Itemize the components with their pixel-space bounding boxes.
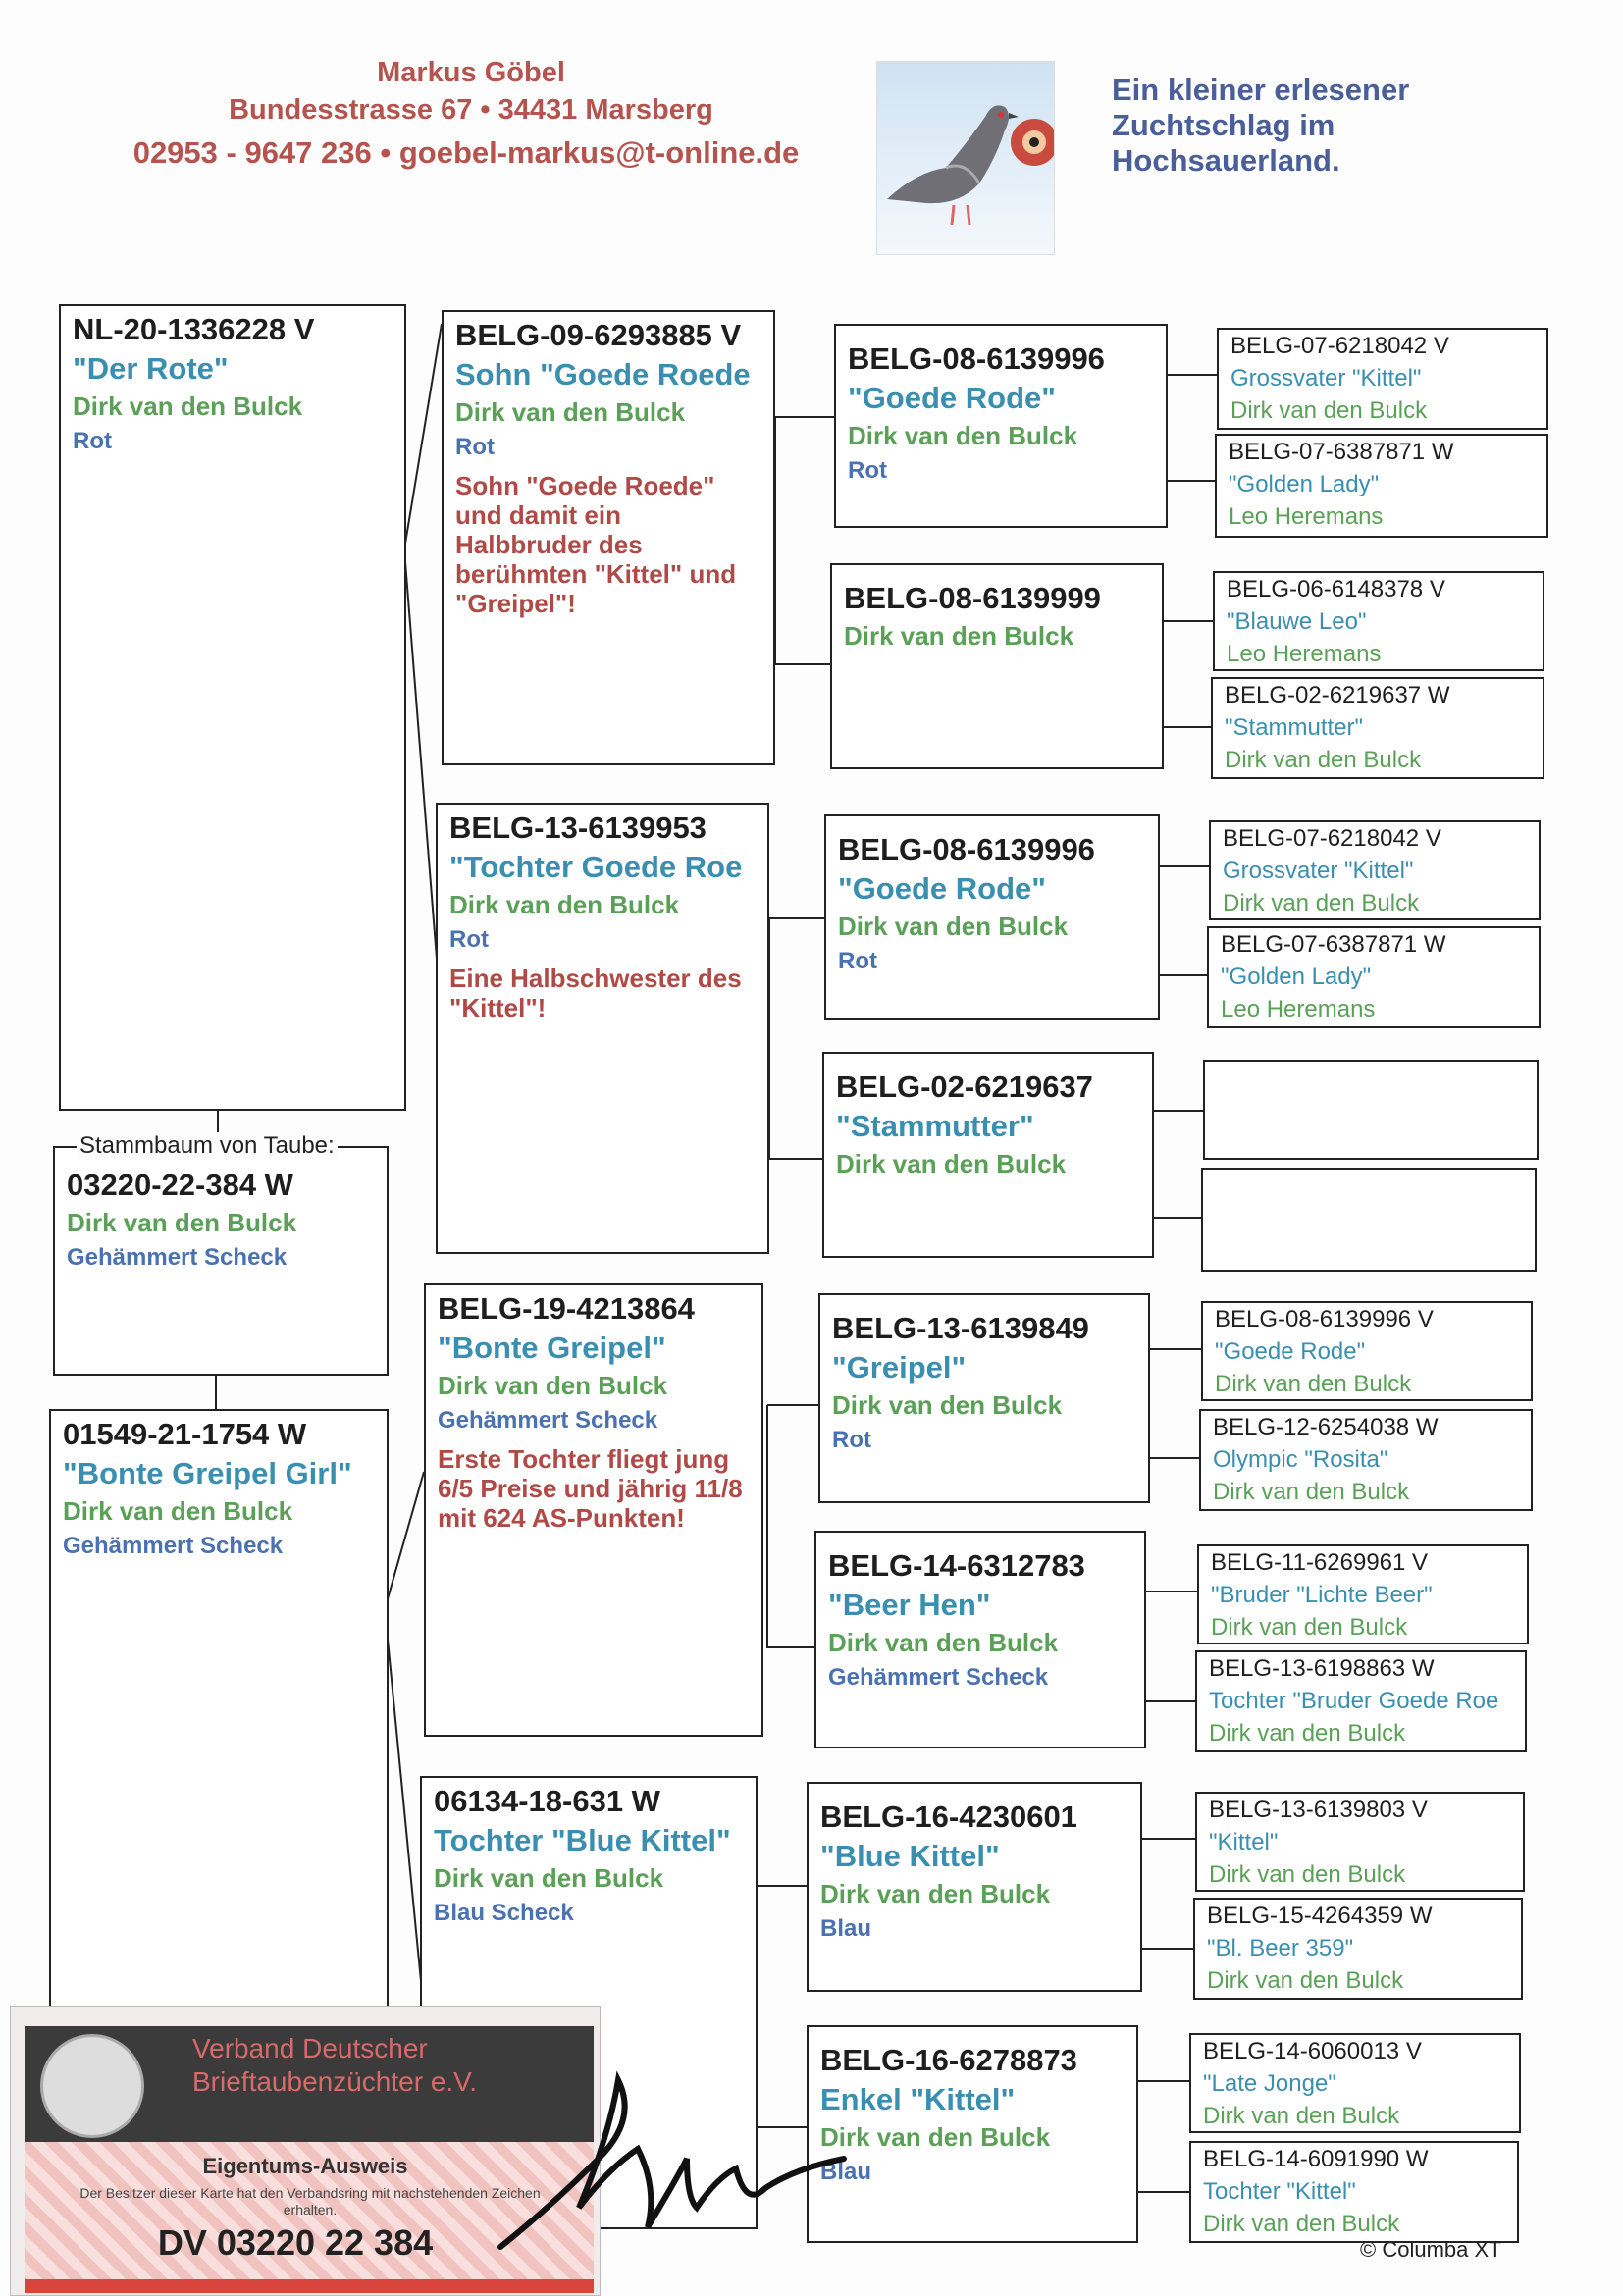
gg-grandparent-card (1189, 2141, 1519, 2243)
breeder-address: Bundesstrasse 67 • 34431 Marsberg (229, 94, 713, 126)
gg-grandparent-breeder: Leo Heremans (1227, 641, 1382, 667)
gg-grandparent-name: Grossvater "Kittel" (1223, 858, 1414, 884)
grandparent-card (424, 1283, 763, 1737)
copyright: © Columba XT (1360, 2237, 1502, 2262)
mother-breeder: Dirk van den Bulck (63, 1496, 293, 1526)
gg-grandparent-name: "Goede Rode" (1215, 1338, 1366, 1365)
grandparent-ring: BELG-09-6293885 V (455, 318, 742, 352)
grandparent-breeder: Dirk van den Bulck (455, 397, 686, 427)
great-grandparent-color: Rot (838, 948, 877, 974)
gg-grandparent-ring: BELG-12-6254038 W (1213, 1414, 1439, 1440)
association-logo-icon (40, 2034, 144, 2138)
great-grandparent-breeder: Dirk van den Bulck (848, 421, 1078, 450)
gg-grandparent-name: Olympic "Rosita" (1213, 1446, 1388, 1473)
gg-grandparent-breeder: Dirk van den Bulck (1230, 397, 1428, 424)
subject-breeder: Dirk van den Bulck (67, 1208, 297, 1237)
great-grandparent-color: Rot (832, 1427, 871, 1453)
gg-grandparent-card (1195, 1792, 1525, 1892)
grandparent-name: "Bonte Greipel" (438, 1331, 666, 1365)
great-grandparent-name: "Beer Hen" (828, 1588, 991, 1622)
great-grandparent-breeder: Dirk van den Bulck (828, 1628, 1059, 1657)
great-grandparent-breeder: Dirk van den Bulck (820, 2122, 1051, 2152)
great-grandparent-card (834, 324, 1168, 528)
grandparent-ring: 06134-18-631 W (434, 1784, 660, 1818)
gg-grandparent-ring: BELG-15-4264359 W (1207, 1903, 1433, 1929)
grandparent-note: Eine Halbschwester des "Kittel"! (449, 964, 742, 1022)
gg-grandparent-ring: BELG-06-6148378 V (1227, 576, 1445, 602)
great-grandparent-name: "Stammutter" (836, 1109, 1034, 1143)
great-grandparent-card (818, 1293, 1150, 1503)
great-grandparent-color: Blau (820, 2159, 872, 2185)
gg-grandparent-breeder: Dirk van den Bulck (1209, 1861, 1406, 1888)
father-name: "Der Rote" (73, 351, 229, 386)
subject-label: Stammbaum von Taube: (77, 1132, 338, 1160)
gg-grandparent-breeder: Dirk van den Bulck (1215, 1371, 1412, 1397)
grandparent-color: Rot (449, 926, 489, 953)
gg-grandparent-ring: BELG-14-6060013 V (1203, 2038, 1422, 2064)
gg-grandparent-card (1217, 328, 1548, 430)
great-grandparent-ring: BELG-08-6139996 (848, 341, 1105, 376)
gg-grandparent-card (1193, 1898, 1523, 2000)
great-grandparent-ring: BELG-08-6139999 (844, 581, 1101, 615)
great-grandparent-card (814, 1531, 1146, 1748)
gg-grandparent-ring: BELG-14-6091990 W (1203, 2146, 1429, 2172)
great-grandparent-name: "Greipel" (832, 1350, 967, 1384)
gg-grandparent-card (1189, 2033, 1521, 2133)
grandparent-breeder: Dirk van den Bulck (449, 890, 680, 919)
slogan-line-3: Hochsauerland. (1112, 143, 1340, 178)
gg-grandparent-breeder: Leo Heremans (1229, 503, 1384, 530)
great-grandparent-name: Enkel "Kittel" (820, 2082, 1016, 2116)
great-grandparent-ring: BELG-08-6139996 (838, 832, 1095, 866)
great-grandparent-ring: BELG-16-4230601 (820, 1800, 1077, 1834)
father-ring: NL-20-1336228 V (73, 312, 315, 346)
grandparent-name: Tochter "Blue Kittel" (434, 1823, 731, 1857)
gg-grandparent-card-empty (1203, 1060, 1539, 1160)
gg-grandparent-ring: BELG-07-6218042 V (1230, 333, 1449, 359)
gg-grandparent-name: Tochter "Bruder Goede Roe (1209, 1688, 1499, 1714)
gg-grandparent-breeder: Dirk van den Bulck (1213, 1479, 1410, 1505)
subject-ring: 03220-22-384 W (67, 1168, 293, 1202)
grandparent-ring: BELG-13-6139953 (449, 810, 707, 845)
gg-grandparent-name: "Stammutter" (1225, 714, 1364, 741)
card-text: Der Besitzer dieser Karte hat den Verbandsring mit nachstehenden Zeichen erhalten. (79, 2185, 541, 2218)
gg-grandparent-card-empty (1201, 1168, 1537, 1272)
grandparent-note: Erste Tochter fliegt jung 6/5 Preise und jährig 11/8 mit 624 AS-Punkten! (438, 1444, 743, 1533)
great-grandparent-color: Rot (848, 457, 887, 484)
grandparent-note: Sohn "Goede Roede" und damit ein Halbbruder des berühmten "Kittel" und "Greipel"! (455, 471, 737, 618)
card-title: Eigentums-Ausweis (202, 2154, 408, 2178)
gg-grandparent-card (1195, 1650, 1527, 1752)
great-grandparent-ring: BELG-16-6278873 (820, 2043, 1077, 2077)
great-grandparent-card (822, 1052, 1154, 1258)
great-grandparent-ring: BELG-02-6219637 (836, 1070, 1093, 1104)
gg-grandparent-name: "Kittel" (1209, 1829, 1279, 1855)
gg-grandparent-card (1211, 677, 1544, 779)
gg-grandparent-card (1201, 1301, 1533, 1401)
grandparent-breeder: Dirk van den Bulck (434, 1863, 664, 1893)
card-ring-number: DV 03220 22 384 (157, 2222, 434, 2263)
father-breeder: Dirk van den Bulck (73, 391, 303, 421)
great-grandparent-card (807, 1782, 1142, 1992)
gg-grandparent-card (1197, 1544, 1529, 1644)
great-grandparent-ring: BELG-14-6312783 (828, 1548, 1085, 1583)
gg-grandparent-ring: BELG-13-6139803 V (1209, 1797, 1428, 1823)
great-grandparent-ring: BELG-13-6139849 (832, 1311, 1089, 1345)
mother-ring: 01549-21-1754 W (63, 1417, 307, 1451)
grandparent-color: Gehämmert Scheck (438, 1407, 658, 1434)
great-grandparent-breeder: Dirk van den Bulck (838, 912, 1069, 941)
gg-grandparent-card (1199, 1409, 1533, 1511)
great-grandparent-breeder: Dirk van den Bulck (836, 1149, 1067, 1178)
slogan-line-2: Zuchtschlag im (1112, 108, 1335, 142)
great-grandparent-breeder: Dirk van den Bulck (832, 1390, 1063, 1420)
gg-grandparent-ring: BELG-07-6387871 W (1229, 439, 1454, 465)
gg-grandparent-ring: BELG-08-6139996 V (1215, 1306, 1434, 1332)
breeder-name: Markus Göbel (377, 57, 565, 88)
gg-grandparent-ring: BELG-11-6269961 V (1211, 1549, 1429, 1576)
grandparent-card (442, 310, 775, 765)
gg-grandparent-breeder: Leo Heremans (1221, 996, 1376, 1022)
gg-grandparent-card (1207, 926, 1541, 1028)
grandparent-color: Rot (455, 434, 495, 460)
gg-grandparent-card (1213, 571, 1544, 671)
gg-grandparent-ring: BELG-07-6218042 V (1223, 825, 1441, 852)
grandparent-breeder: Dirk van den Bulck (438, 1371, 668, 1400)
grandparent-ring: BELG-19-4213864 (438, 1291, 695, 1326)
gg-grandparent-ring: BELG-13-6198863 W (1209, 1655, 1435, 1682)
breeder-contact: 02953 - 9647 236 • goebel-markus@t-online.de (132, 135, 800, 170)
gg-grandparent-card (1209, 820, 1541, 920)
great-grandparent-card (824, 814, 1160, 1020)
great-grandparent-name: "Goede Rode" (848, 381, 1056, 415)
slogan-line-1: Ein kleiner erlesener (1112, 73, 1410, 107)
gg-grandparent-breeder: Dirk van den Bulck (1209, 1720, 1406, 1747)
gg-grandparent-breeder: Dirk van den Bulck (1203, 2211, 1400, 2237)
card-org-name (192, 2032, 477, 2099)
great-grandparent-name: "Blue Kittel" (820, 1839, 1000, 1873)
gg-grandparent-name: Grossvater "Kittel" (1230, 365, 1422, 391)
gg-grandparent-breeder: Dirk van den Bulck (1225, 747, 1422, 773)
gg-grandparent-name: "Bl. Beer 359" (1207, 1935, 1354, 1961)
father-color: Rot (73, 428, 112, 454)
gg-grandparent-breeder: Dirk van den Bulck (1223, 890, 1420, 916)
signature-mark (491, 2041, 883, 2276)
gg-grandparent-name: Tochter "Kittel" (1203, 2178, 1356, 2205)
grandparent-name: "Tochter Goede Roe (449, 850, 743, 884)
grandparent-color: Blau Scheck (434, 1900, 574, 1926)
gg-grandparent-name: "Bruder "Lichte Beer" (1211, 1582, 1433, 1608)
grandparent-card (436, 803, 769, 1254)
great-grandparent-name: "Goede Rode" (838, 871, 1046, 906)
gg-grandparent-ring: BELG-02-6219637 W (1225, 682, 1450, 708)
grandparent-name: Sohn "Goede Roede (455, 357, 751, 391)
gg-grandparent-breeder: Dirk van den Bulck (1211, 1614, 1408, 1641)
great-grandparent-breeder: Dirk van den Bulck (844, 621, 1074, 651)
gg-grandparent-name: "Blauwe Leo" (1227, 608, 1367, 635)
card-footer-stripe (25, 2279, 594, 2293)
card-org-line-1: Verband Deutscher (192, 2033, 428, 2063)
card-org-line-2: Brieftaubenzüchter e.V. (192, 2066, 478, 2097)
gg-grandparent-card (1215, 434, 1548, 538)
gg-grandparent-name: "Golden Lady" (1221, 964, 1372, 990)
mother-color: Gehämmert Scheck (63, 1533, 284, 1559)
father-card (59, 304, 406, 1111)
gg-grandparent-name: "Late Jonge" (1203, 2070, 1336, 2097)
gg-grandparent-ring: BELG-07-6387871 W (1221, 931, 1446, 958)
subject-card (53, 1146, 389, 1376)
subject-color: Gehämmert Scheck (67, 1244, 288, 1271)
gg-grandparent-breeder: Dirk van den Bulck (1207, 1967, 1404, 1994)
gg-grandparent-name: "Golden Lady" (1229, 471, 1380, 497)
great-grandparent-color: Gehämmert Scheck (828, 1664, 1049, 1691)
mother-name: "Bonte Greipel Girl" (63, 1456, 352, 1490)
gg-grandparent-breeder: Dirk van den Bulck (1203, 2103, 1400, 2129)
great-grandparent-breeder: Dirk van den Bulck (820, 1879, 1051, 1908)
great-grandparent-color: Blau (820, 1915, 872, 1942)
great-grandparent-card (830, 563, 1164, 769)
